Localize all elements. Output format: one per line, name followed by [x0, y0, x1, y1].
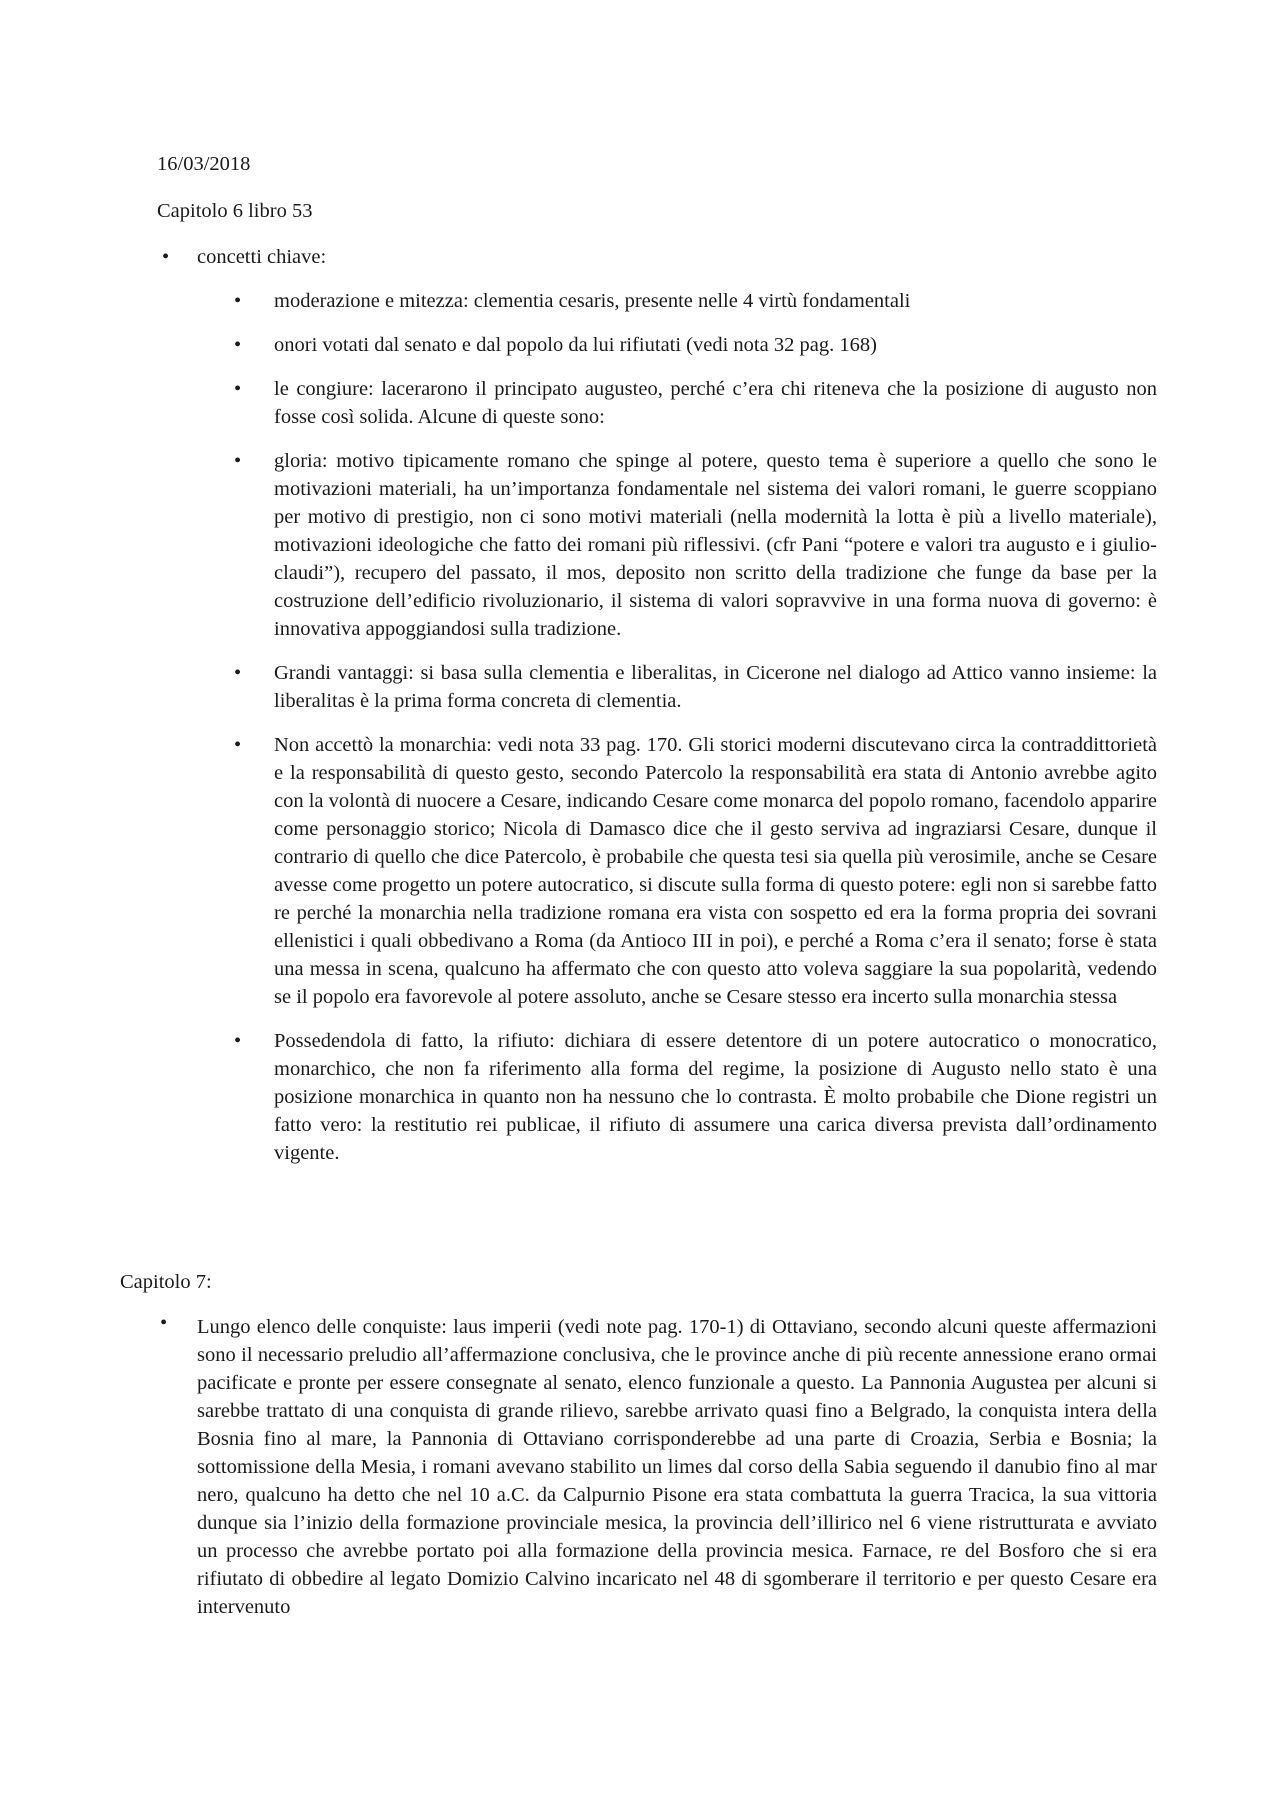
list-item-text: gloria: motivo tipicamente romano che spinge al potere, questo tema è superiore a quello che sono le motivazioni materiali, ha un’importanza fondamentale nel sistema dei valori romani, le guerre scoppiano per motivo di prestigio, non ci sono motivi materiali (nella modernità la lotta è più a livello materiale), motivazioni ideologiche che fatto dei romani più riflessivi. (cfr Pani “potere e valori tra augusto e i giulio-claudi”), recupero del passato, il mos, deposito non scritto della tradizione che funge da base per la costruzione dell’edificio rivoluzionario, il sistema di valori sopravvive in una forma nuova di governo: è innovativa appoggiandosi sulla tradizione.: [274, 450, 1157, 640]
chapter-7-heading: Capitolo 7:: [120, 1271, 212, 1293]
list-item-text: concetti chiave:: [197, 246, 327, 268]
list-item: [157, 1313, 1157, 1621]
list-item-text: moderazione e mitezza: clementia cesaris, presente nelle 4 virtù fondamentali: [274, 290, 911, 312]
bullet-icon: •: [160, 1312, 168, 1334]
bullet-icon: •: [234, 334, 242, 356]
list-item-text: onori votati dal senato e dal popolo da lui rifiutati (vedi nota 32 pag. 168): [274, 334, 877, 356]
bullet-icon: •: [234, 1030, 242, 1052]
list-item: [197, 287, 1157, 315]
bullet-icon: •: [234, 290, 242, 312]
list-item: [197, 331, 1157, 359]
chapter-6-heading: Capitolo 6 libro 53: [157, 200, 313, 222]
list-item-text: Possedendola di fatto, la rifiuto: dichiara di essere detentore di un potere autocratico o monocratico, monarchico, che non fa riferimento alla forma del regime, la posizione di Augusto nello stato è una posizione monarchica in quanto non ha nessuno che lo contrasta. È molto probabile che Dione registri un fatto vero: la restitutio rei publicae, il rifiuto di assumere una carica diversa prevista dall’ordinamento vigente.: [274, 1030, 1157, 1164]
chapter-6-key-points: [197, 287, 1157, 1183]
list-item-text: Non accettò la monarchia: vedi nota 33 pag. 170. Gli storici moderni discutevano circa la contraddittorietà e la responsabilità di questo gesto, secondo Patercolo la responsabilità era stata di Antonio avrebbe agito con la volontà di nuocere a Cesare, indicando Cesare come monarca del popolo romano, facendolo apparire come personaggio storico; Nicola di Damasco dice che il gesto serviva ad ingraziarsi Cesare, dunque il contrario di quello che dice Patercolo, è probabile che questa tesi sia quella più verosimile, anche se Cesare avesse come progetto un potere autocratico, si discute sulla forma di questo potere: egli non si sarebbe fatto re perché la monarchia nella tradizione romana era vista con sospetto ed era la forma propria dei sovrani ellenistici i quali obbedivano a Roma (da Antioco III in poi), e perché a Roma c’era il senato; forse è stata una messa in scena, qualcuno ha affermato che con questo atto voleva saggiare la sua popolarità, vedendo se il popolo era favorevole al potere assoluto, anche se Cesare stesso era incerto sulla monarchia stessa: [274, 734, 1157, 1008]
bullet-icon: •: [234, 734, 242, 756]
list-item-text: Grandi vantaggi: si basa sulla clementia e liberalitas, in Cicerone nel dialogo ad Attico vanno insieme: la liberalitas è la prima forma concreta di clementia.: [274, 662, 1157, 712]
list-item: [197, 1027, 1157, 1167]
bullet-icon: •: [234, 378, 242, 400]
list-item: [157, 243, 1157, 271]
document-date: 16/03/2018: [157, 153, 251, 175]
bullet-icon: •: [234, 450, 242, 472]
list-item-text: Lungo elenco delle conquiste: laus imperii (vedi note pag. 170-1) di Ottaviano, secondo alcuni queste affermazioni sono il necessario preludio all’affermazione conclusiva, che le province anche di più recente annessione erano ormai pacificate e pronte per essere consegnate al senato, elenco funzionale a questo. La Pannonia Augustea per alcuni si sarebbe trattato di una conquista di grande rilievo, sarebbe arrivato quasi fino a Belgrado, la conquista intera della Bosnia fino al mare, la Pannonia di Ottaviano corrisponderebbe ad una parte di Croazia, Serbia e Bosnia; la sottomissione della Mesia, i romani avevano stabilito un limes dal corso della Sabia seguendo il danubio fino al mar nero, qualcuno ha detto che nel 10 a.C. da Calpurnio Pisone era stata combattuta la guerra Tracica, la sua vittoria dunque sia l’inizio della formazione provinciale mesica, la provincia dell’illirico nel 6 viene ristrutturata e avviato un processo che avrebbe portato poi alla formazione della provincia mesica. Farnace, re del Bosforo che si era rifiutato di obbedire al legato Domizio Calvino incaricato nel 48 di sgomberare il territorio e per questo Cesare era intervenuto: [197, 1316, 1157, 1618]
list-item: [197, 375, 1157, 431]
chapter-7-list: [157, 1313, 1157, 1621]
list-item: [197, 659, 1157, 715]
list-item: [197, 447, 1157, 643]
bullet-icon: •: [162, 246, 170, 268]
list-item-text: le congiure: lacerarono il principato augusteo, perché c’era chi riteneva che la posizione di augusto non fosse così solida. Alcune di queste sono:: [274, 378, 1157, 428]
list-item: [197, 731, 1157, 1011]
chapter-6-top-list: [157, 243, 1157, 271]
bullet-icon: •: [234, 662, 242, 684]
